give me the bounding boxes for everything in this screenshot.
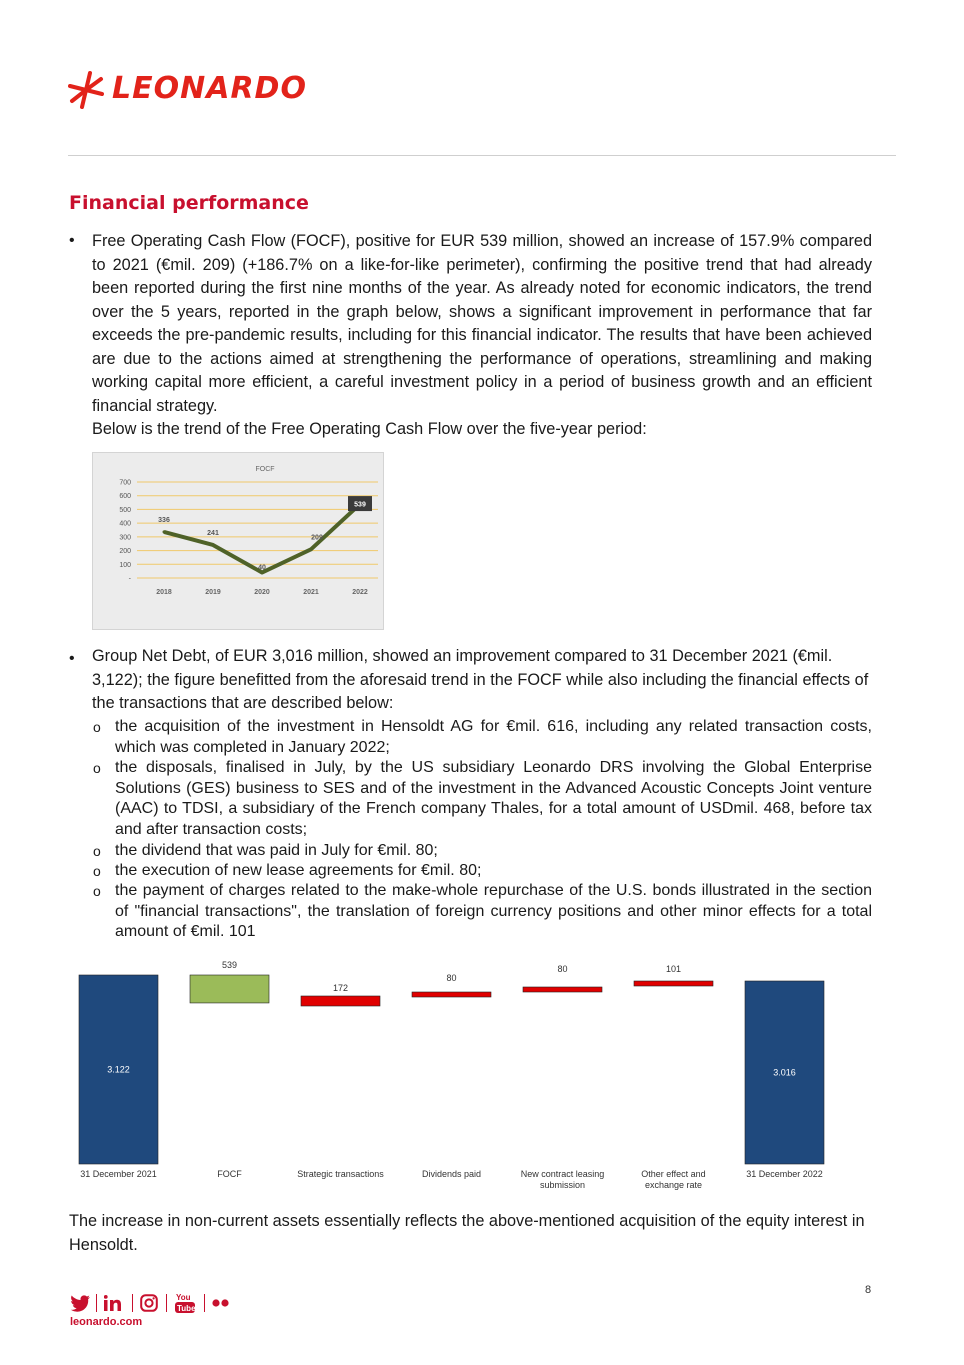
- data-label: 40: [258, 564, 266, 572]
- separator: [132, 1294, 133, 1312]
- waterfall-value-label: 80: [446, 973, 457, 983]
- y-tick-label: -: [128, 575, 131, 583]
- waterfall-category-label: exchange rate: [644, 1180, 703, 1190]
- bullet-marker: •: [69, 232, 75, 249]
- x-tick-label: 2018: [156, 589, 172, 596]
- waterfall-category-label: Strategic transactions: [297, 1169, 384, 1179]
- waterfall-category-label: submission: [539, 1180, 586, 1190]
- waterfall-bar: [301, 996, 380, 1006]
- waterfall-value-label: 172: [332, 983, 349, 993]
- linkedin-icon[interactable]: [104, 1295, 124, 1312]
- data-label: 336: [158, 516, 170, 524]
- separator: [166, 1294, 167, 1312]
- separator: [96, 1294, 97, 1312]
- waterfall-bar: [412, 992, 491, 997]
- x-tick-label: 2021: [303, 589, 319, 596]
- waterfall-value-label: 3.122: [107, 1064, 130, 1075]
- net-debt-item: the acquisition of the investment in Hensoldt AG for €mil. 616, including any related transaction costs, which was completed in January 2022;: [115, 718, 872, 756]
- net-debt-paragraph: Group Net Debt, of EUR 3,016 million, showed an improvement compared to 31 December 2021 (€mil. 3,122); the figure benefitted from the aforesaid trend in the FOCF while also including the financial effects of the transactions that are described below:: [92, 647, 869, 712]
- net-debt-item: the disposals, finalised in July, by the US subsidiary Leonardo DRS involving the Global Enterprise Solutions (GES) business to SES and of the investment in the Advanced Acoustic Concepts Joint venture (AAC) to TDSI, a subsidiary of the French company Thales, for a total amount of USDmil. 468, before tax and after transaction costs;: [115, 759, 872, 838]
- waterfall-value-label: 101: [665, 964, 682, 974]
- brand-name: LEONARDO: [112, 71, 307, 106]
- focf-chart-svg: [93, 453, 383, 629]
- focf-series-line: [164, 504, 360, 572]
- svg-text:You: You: [176, 1293, 191, 1302]
- waterfall-bar: [634, 981, 713, 986]
- separator: [204, 1294, 205, 1312]
- waterfall-category-label: Other effect and: [641, 1169, 706, 1179]
- social-icons: [70, 1294, 240, 1314]
- sub-bullet-marker: o: [93, 719, 101, 735]
- section-title: Financial performance: [69, 192, 309, 214]
- flickr-icon[interactable]: [212, 1298, 230, 1308]
- waterfall-value-label: 539: [221, 960, 238, 970]
- leonardo-star-icon: [68, 70, 104, 110]
- x-tick-label: 2020: [254, 589, 270, 596]
- focf-intro: Below is the trend of the Free Operating Cash Flow over the five-year period:: [92, 420, 647, 438]
- waterfall-category-label: 31 December 2022: [746, 1169, 823, 1179]
- bullet-marker: •: [69, 650, 75, 667]
- waterfall-category-label: 31 December 2021: [80, 1169, 157, 1179]
- waterfall-value-label: 80: [557, 964, 568, 974]
- svg-text:Tube: Tube: [177, 1304, 196, 1313]
- data-label: 539: [354, 501, 366, 509]
- sub-bullet-marker: o: [93, 863, 101, 879]
- y-tick-label: 300: [119, 534, 131, 542]
- y-tick-label: 600: [119, 493, 131, 501]
- waterfall-category-label: New contract leasing: [520, 1169, 605, 1179]
- net-debt-item: the dividend that was paid in July for €mil. 80;: [115, 842, 438, 859]
- data-point: [310, 548, 313, 551]
- page-number: 8: [865, 1284, 872, 1296]
- y-tick-label: 200: [119, 548, 131, 556]
- sub-bullet-marker: o: [93, 883, 101, 899]
- header-divider: [68, 155, 896, 156]
- net-debt-item: the execution of new lease agreements for €mil. 80;: [115, 862, 482, 879]
- waterfall-value-label: 3.016: [773, 1067, 796, 1078]
- data-point: [212, 543, 215, 546]
- waterfall-category-label: Dividends paid: [421, 1169, 482, 1179]
- net-debt-item: the payment of charges related to the make-whole repurchase of the U.S. bonds illustrated in the section of "financial transactions", the translation of foreign currency positions and other minor effects for a total amount of €mil. 101: [115, 882, 872, 940]
- focf-paragraph: Free Operating Cash Flow (FOCF), positive for EUR 539 million, showed an increase of 157.9% compared to 2021 (€mil. 209) (+186.7% on a like-for-like perimeter), confirming the positive trend that had already been reported during the first nine months of the year. As already noted for economic indicators, the trend over the 5 years, reported in the graph below, shows a significant improvement in performance that far exceeds the pre-pandemic results, including for this financial indicator. The results that have been achieved are due to the actions aimed at strengthening the performance of operations, streamlining and making working capital more efficient, a careful investment policy in a period of business growth and an efficient financial strategy.: [92, 232, 872, 415]
- waterfall-bar: [523, 987, 602, 992]
- data-label: 209: [311, 534, 323, 542]
- y-tick-label: 700: [119, 479, 131, 487]
- website-link[interactable]: leonardo.com: [70, 1316, 143, 1328]
- chart-title: FOCF: [255, 466, 275, 473]
- twitter-icon[interactable]: [70, 1295, 90, 1312]
- data-point: [163, 530, 166, 533]
- waterfall-bar: [190, 975, 269, 1003]
- x-tick-label: 2019: [205, 589, 221, 596]
- header-logo: [68, 68, 308, 112]
- data-label: 241: [207, 529, 219, 537]
- instagram-icon[interactable]: [140, 1294, 158, 1312]
- youtube-icon[interactable]: [174, 1292, 196, 1314]
- closing-paragraph: The increase in non-current assets essentially reflects the above-mentioned acquisition of the equity interest in Hensoldt.: [69, 1212, 865, 1254]
- y-tick-label: 100: [119, 561, 131, 569]
- y-tick-label: 400: [119, 520, 131, 528]
- x-tick-label: 2022: [352, 589, 368, 596]
- waterfall-category-label: FOCF: [217, 1169, 242, 1179]
- net-debt-waterfall-chart: [68, 950, 848, 1200]
- sub-bullet-marker: o: [93, 760, 101, 776]
- focf-chart: [92, 452, 384, 630]
- sub-bullet-marker: o: [93, 843, 101, 859]
- y-tick-label: 500: [119, 506, 131, 514]
